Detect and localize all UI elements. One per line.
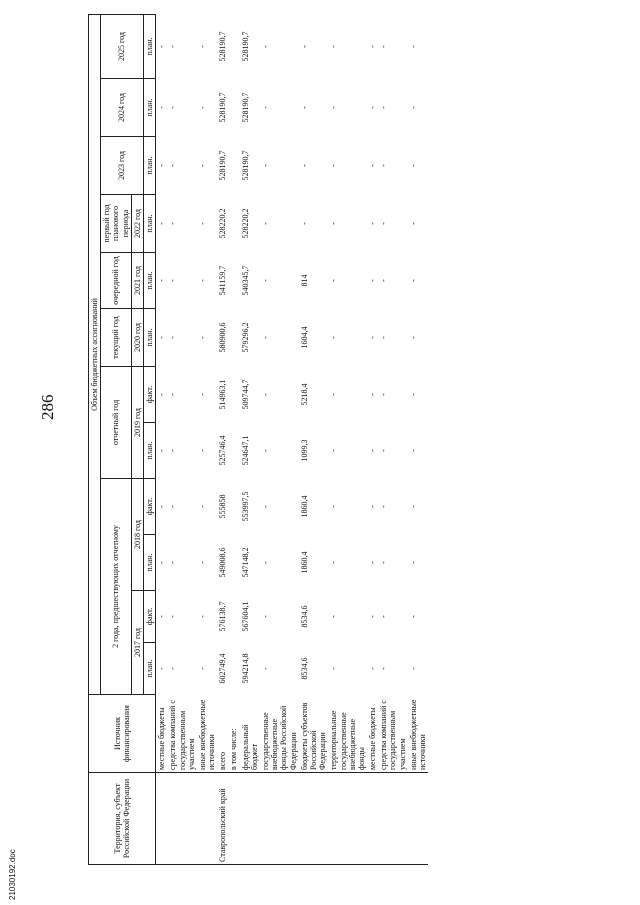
table-row (260, 14, 299, 864)
value-cell: - (408, 449, 418, 452)
territory-cell (299, 773, 329, 865)
header-year-2020: 2020 год (131, 309, 143, 367)
value-cell: 524647,1 (240, 435, 250, 466)
value-cell (228, 309, 239, 367)
value-cell: 540345,7 (240, 265, 250, 296)
value-cell (228, 137, 239, 195)
value-cell: - (197, 279, 207, 282)
value-cell: - (197, 164, 207, 167)
value-cell: 553997,5 (240, 491, 250, 522)
value-cell: - (261, 505, 270, 508)
value-cell: - (329, 45, 339, 48)
header-fact: факт. (143, 367, 155, 423)
value-cell: - (379, 45, 389, 48)
value-cell: - (261, 667, 270, 670)
source-cell: местные бюджеты (367, 695, 378, 773)
header-year-2019: 2019 год (131, 367, 143, 479)
value-cell: - (168, 667, 178, 670)
value-cell (228, 79, 239, 137)
value-cell: - (261, 336, 270, 339)
value-cell: - (329, 336, 339, 339)
source-cell: местные бюджеты (156, 695, 168, 773)
value-cell: 5218,4 (299, 383, 309, 406)
value-cell: - (197, 561, 207, 564)
value-cell: - (329, 164, 339, 167)
value-cell: - (168, 393, 178, 396)
header-plan: план. (143, 14, 155, 78)
value-cell: - (408, 505, 418, 508)
header-plan: план. (143, 195, 155, 253)
value-cell: 549008,6 (218, 547, 228, 578)
value-cell: - (157, 336, 167, 339)
territory-cell (328, 773, 367, 865)
value-cell: - (299, 45, 309, 48)
value-cell: - (329, 393, 339, 396)
value-cell: - (157, 279, 167, 282)
header-volume: Объем бюджетных ассигнований (89, 14, 101, 694)
value-cell: - (329, 561, 339, 564)
territory-cell (240, 773, 260, 865)
value-cell: 547148,2 (240, 547, 250, 578)
source-cell: федеральный бюджет (240, 695, 260, 773)
value-cell: - (157, 106, 167, 109)
value-cell: - (168, 45, 178, 48)
value-cell: - (379, 393, 389, 396)
header-reporting-year: отчетный год (101, 367, 132, 479)
value-cell: 576138,7 (218, 601, 228, 632)
header-fact: факт. (143, 591, 155, 643)
table-row (367, 14, 378, 864)
header-year-2021: 2021 год (131, 253, 143, 309)
value-cell: - (157, 393, 167, 396)
header-current-year: текущий год (101, 309, 132, 367)
source-cell: всего (217, 695, 228, 773)
territory-cell: Ставропольский край (217, 773, 228, 865)
value-cell (228, 253, 239, 309)
value-cell: - (408, 279, 418, 282)
value-cell: 567604,1 (240, 601, 250, 632)
table-row (156, 14, 168, 864)
value-cell: - (168, 106, 178, 109)
header-first-plan-year: первый год планового периода (101, 195, 132, 253)
header-two-years: 2 года, предшествующих отчетному (101, 479, 132, 695)
value-cell: - (157, 615, 167, 618)
value-cell: - (197, 505, 207, 508)
value-cell: - (197, 106, 207, 109)
value-cell: - (168, 222, 178, 225)
value-cell: - (168, 279, 178, 282)
value-cell: - (408, 561, 418, 564)
value-cell: - (299, 164, 309, 167)
value-cell: 528190,7 (240, 150, 250, 181)
value-cell: - (368, 336, 378, 339)
territory-cell (167, 773, 197, 865)
header-plan: план. (143, 643, 155, 695)
header-next-year: очередной год (101, 253, 132, 309)
header-plan: план. (143, 309, 155, 367)
header-plan: план. (143, 137, 155, 195)
table-row (167, 14, 197, 864)
value-cell: - (379, 449, 389, 452)
value-cell: 1099,3 (299, 439, 309, 462)
page-number: 286 (38, 394, 57, 420)
territory-cell (408, 773, 428, 865)
value-cell: - (197, 45, 207, 48)
value-cell: - (379, 222, 389, 225)
value-cell: - (379, 667, 389, 670)
value-cell: - (197, 336, 207, 339)
value-cell: - (261, 106, 270, 109)
value-cell (228, 423, 239, 479)
territory-cell (228, 773, 239, 865)
table-body (156, 14, 429, 864)
value-cell: - (368, 393, 378, 396)
value-cell: - (197, 449, 207, 452)
value-cell: - (197, 393, 207, 396)
table-row (378, 14, 408, 864)
value-cell: 814 (299, 274, 309, 287)
value-cell: 8534,6 (299, 657, 309, 680)
source-cell: в том числе: (228, 695, 239, 773)
value-cell: - (379, 279, 389, 282)
value-cell (228, 535, 239, 591)
value-cell: - (379, 164, 389, 167)
value-cell: 1860,4 (299, 495, 309, 518)
value-cell: - (368, 505, 378, 508)
value-cell: - (379, 336, 389, 339)
header-year-2022: 2022 год (131, 195, 143, 253)
table-row (228, 14, 239, 864)
value-cell (228, 591, 239, 643)
value-cell: 514963,1 (218, 379, 228, 410)
value-cell: - (329, 106, 339, 109)
header-plan: план. (143, 79, 155, 137)
header-year-2017: 2017 год (131, 591, 143, 695)
value-cell: - (368, 667, 378, 670)
value-cell: - (408, 336, 418, 339)
value-cell: - (157, 45, 167, 48)
rotated-table-container (88, 15, 518, 865)
value-cell: - (168, 561, 178, 564)
value-cell: - (329, 667, 339, 670)
header-plan: план. (143, 423, 155, 479)
value-cell: 528190,7 (218, 150, 228, 181)
value-cell: - (168, 449, 178, 452)
table-row (217, 14, 228, 864)
value-cell: - (299, 222, 309, 225)
value-cell: 509744,7 (240, 379, 250, 410)
value-cell (228, 195, 239, 253)
value-cell: - (197, 615, 207, 618)
value-cell: - (261, 615, 270, 618)
source-cell: средства компаний с государственным участием (167, 695, 197, 773)
value-cell (228, 14, 239, 78)
value-cell: - (299, 106, 309, 109)
header-fact: факт. (143, 479, 155, 535)
value-cell: - (408, 393, 418, 396)
value-cell: 1604,4 (299, 326, 309, 349)
territory-cell (156, 773, 168, 865)
table-row (299, 14, 329, 864)
value-cell: 528220,2 (218, 208, 228, 239)
territory-cell (197, 773, 217, 865)
value-cell: - (408, 667, 418, 670)
header-source: Источник финансирования (89, 695, 156, 773)
value-cell: - (408, 222, 418, 225)
value-cell: - (261, 561, 270, 564)
value-cell: 594214,8 (240, 653, 250, 684)
value-cell: - (157, 561, 167, 564)
header-year-2018: 2018 год (131, 479, 143, 591)
value-cell: 528220,2 (240, 208, 250, 239)
value-cell: - (379, 106, 389, 109)
value-cell: 528190,7 (240, 31, 250, 62)
value-cell (228, 643, 239, 695)
value-cell: 1860,4 (299, 551, 309, 574)
value-cell: - (329, 449, 339, 452)
budget-table (88, 14, 428, 865)
value-cell: - (157, 222, 167, 225)
value-cell: - (368, 561, 378, 564)
value-cell: - (261, 45, 270, 48)
value-cell (228, 367, 239, 423)
value-cell: - (329, 505, 339, 508)
value-cell: - (368, 222, 378, 225)
value-cell: - (368, 279, 378, 282)
value-cell: - (261, 164, 270, 167)
value-cell: - (157, 449, 167, 452)
value-cell: - (368, 106, 378, 109)
value-cell (228, 479, 239, 535)
value-cell: - (329, 222, 339, 225)
value-cell: - (261, 222, 270, 225)
value-cell: - (157, 505, 167, 508)
value-cell: 541159,7 (218, 265, 228, 296)
value-cell: - (157, 164, 167, 167)
value-cell: - (408, 615, 418, 618)
header-year-2024: 2024 год (101, 79, 144, 137)
value-cell: 8534,6 (299, 605, 309, 628)
value-cell: - (379, 561, 389, 564)
value-cell: - (408, 164, 418, 167)
value-cell: - (368, 449, 378, 452)
source-cell: иные внебюджетные источники (408, 695, 428, 773)
value-cell: 555858 (218, 494, 228, 519)
territory-cell (378, 773, 408, 865)
value-cell: 580900,6 (218, 322, 228, 353)
table-row (197, 14, 217, 864)
value-cell: - (408, 45, 418, 48)
header-plan: план. (143, 535, 155, 591)
value-cell: - (197, 667, 207, 670)
value-cell: - (368, 45, 378, 48)
value-cell: - (368, 615, 378, 618)
source-cell: территориальные государственные внебюджетные фонды (328, 695, 367, 773)
source-cell: иные внебюджетные источники (197, 695, 217, 773)
territory-cell (367, 773, 378, 865)
value-cell: - (157, 667, 167, 670)
value-cell: - (408, 106, 418, 109)
value-cell: - (168, 336, 178, 339)
table-row (328, 14, 367, 864)
value-cell: - (329, 279, 339, 282)
value-cell: - (197, 222, 207, 225)
footer-filename: 21030192.doc (8, 849, 17, 900)
table-row (408, 14, 428, 864)
value-cell: - (168, 505, 178, 508)
value-cell: 525746,4 (218, 435, 228, 466)
value-cell: - (168, 615, 178, 618)
value-cell: - (261, 449, 270, 452)
value-cell: - (168, 164, 178, 167)
source-cell: средства компаний с государственным участием (378, 695, 408, 773)
value-cell: 528190,7 (218, 31, 228, 62)
source-cell: бюджеты субъектов Российской Федерации (299, 695, 329, 773)
value-cell: - (379, 615, 389, 618)
value-cell: 528190,7 (218, 92, 228, 123)
value-cell: - (329, 615, 339, 618)
territory-cell (260, 773, 299, 865)
header-territory: Территория, субъект Российской Федерации (89, 773, 156, 865)
header-plan: план. (143, 253, 155, 309)
header-year-2023: 2023 год (101, 137, 144, 195)
header-year-2025: 2025 год (101, 14, 144, 78)
value-cell: 579296,2 (240, 322, 250, 353)
table-row (240, 14, 260, 864)
source-cell: государственные внебюджетные фонды Российской Федерации (260, 695, 299, 773)
value-cell: 528190,7 (240, 92, 250, 123)
value-cell: - (368, 164, 378, 167)
value-cell: - (261, 393, 270, 396)
value-cell: - (379, 505, 389, 508)
value-cell: 602749,4 (218, 653, 228, 684)
value-cell: - (261, 279, 270, 282)
